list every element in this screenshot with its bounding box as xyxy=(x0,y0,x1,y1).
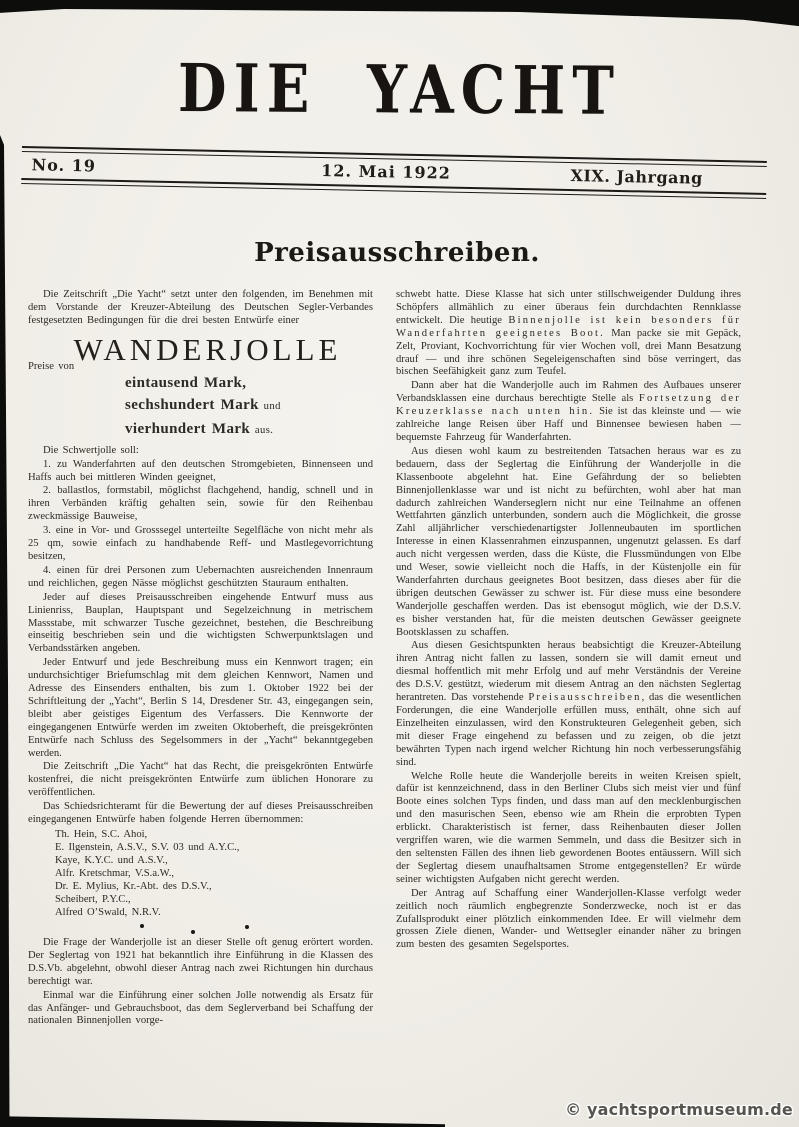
requirement-item-2 xyxy=(28,485,373,524)
prize-amounts xyxy=(125,372,373,442)
spaced-emphasis-text: Fortsetzung der Kreuzerklasse nach unten hin. xyxy=(396,393,741,418)
prize-line-third xyxy=(125,418,373,442)
jury-member-line: E. Ilgenstein, A.S.V., S.V. 03 und A.Y.C., xyxy=(55,842,240,853)
magazine-title: DIE YACHT xyxy=(177,49,622,131)
requirement-item-3 xyxy=(28,525,373,564)
text-segment: Die Schwertjolle soll: xyxy=(43,444,139,456)
text-segment: und xyxy=(258,400,281,412)
prize-announcement-block xyxy=(28,333,373,442)
paragraph xyxy=(396,640,741,769)
section-separator-asterism xyxy=(140,921,260,936)
text-segment: 1. zu Wanderfahrten auf den deutschen Stromgebieten, Binnenseen und Haffs auch bei mittleren Winden geeignet, xyxy=(28,458,373,483)
text-segment: Welche Rolle heute die Wanderjolle bereits in weiten Kreisen spielt, dafür ist kennzeichnend, dass in den Berliner Clubs sich meist vier und fünf Boote eines solchen Typs finden, und dass man auf den mecklenburgischen und den masurischen Seen, ebenso wie am Rhein die erprobten Typen erblickt. Charakteristisch ist ferner, dass Reihenbauten dieser Jollen vergriffen waren, wie die warmen Semmeln, und dass die Besitzer sich in den seltensten Fällen des ihnen lieb gewordenen Bootes entäussern. Will sich der Seglertag diesem unaufhaltsamen Strome entgegenstellen? Er würde seiner wichtigsten Aufgaben nicht gerecht werden. xyxy=(396,770,741,885)
requirement-item-4 xyxy=(28,565,373,591)
paragraph xyxy=(396,380,741,445)
paragraph xyxy=(28,445,373,458)
paragraph xyxy=(28,761,373,800)
text-segment: Einmal war die Einführung einer solchen Jolle notwendig als Ersatz für das Anfänger- und Gebrauchsboot, das dem Seglerverband bei Schaffung der nationalen Binnenjollen vorge- xyxy=(28,989,373,1027)
jury-member-line: Alfred O’Swald, N.R.V. xyxy=(55,907,161,918)
scan-border-left xyxy=(0,135,10,1127)
text-segment: Die Frage der Wanderjolle ist an dieser Stelle oft genug erörtert worden. Der Seglertag von 1921 hat bekanntlich ihre Einführung in die Klassen des D.S.Vb. abgelehnt, obwohl dieser Antrag nach zwei Richtungen hin durchaus berechtigt war. xyxy=(28,937,373,987)
text-segment: 4. einen für drei Personen zum Uebernachten ausreichenden Innenraum und reichlichen, gegen Nässe möglichst geschützten Stauraum enthalten. xyxy=(28,564,373,589)
text-segment: Man packe sie mit Gepäck, Zelt, Proviant, Kochvorrichtung für vier Wochen voll, drei Mann Besatzung drauf — und ihre schönen Segeleigenschaften sind böse verringert, das bischen Seefähigkeit ganz zum Teufel. xyxy=(396,327,741,378)
text-segment: , das die wesentlichen Forderungen, die eine Wanderjolle erfüllen muss, enthält, ohne sich auf Einzelheiten einzulassen, wird den Konstrukteuren Gelegenheit geben, sich mit dieser Frage eingehend zu befassen und zu zeigen, ob die jetzt bewährten Typen nach irgend welcher Richtung hin noch verbesserungsfähig sind. xyxy=(396,692,741,768)
paragraph xyxy=(396,888,741,953)
jury-member-line: Kaye, K.Y.C. und A.S.V., xyxy=(55,855,168,866)
asterism-dot-icon xyxy=(245,925,249,929)
jury-list xyxy=(55,828,373,919)
paragraph xyxy=(396,446,741,640)
text-segment: Der Antrag auf Schaffung einer Wanderjollen-Klasse verfolgt weder zeitlich noch räumlich engbegrenzte Sonderzwecke, noch ist er das Zufallsprodukt einer plötzlich einkommenden Idee. Er will vielmehr dem grossen Ziele dienen, Wander- und Wettsegler einander näher zu bringen zum besten des gesamten Segelsportes. xyxy=(396,887,741,951)
two-column-layout xyxy=(28,288,742,1028)
article xyxy=(28,238,742,1028)
spaced-emphasis-text: Preisausschreiben xyxy=(528,692,642,704)
paragraph xyxy=(28,657,373,760)
text-segment: schwebt hatte. Diese Klasse hat sich unter stillschweigender Duldung ihres Schöpfers allmählich zu einer überaus fein durchdachten Rennklasse entwickelt. Die heutige xyxy=(396,289,741,326)
issue-date: 12. Mai 1922 xyxy=(321,160,452,183)
spaced-emphasis-text: Binnenjolle ist kein besonders für Wanderfahrten geeignetes Boot. xyxy=(396,314,741,339)
requirement-item-1 xyxy=(28,459,373,485)
text-segment: 3. eine in Vor- und Grosssegel unterteilte Segelfläche von nicht mehr als 25 qm, sowie einfach zu handhabende Reff- und Mastlegevorrichtung besitzen, xyxy=(28,525,373,562)
scan-border-top xyxy=(0,0,799,30)
paragraph xyxy=(28,990,373,1029)
text-segment: Sie ist das kleinste und — wie zahlreiche lange Reisen über Haff und Binnensee bewiesen haben — bequemste Fahrzeug für Wanderfahrten. xyxy=(396,406,741,443)
prize-label: Preise von xyxy=(28,360,75,372)
text-segment: Aus diesen Gesichtspunkten heraus beabsichtigt die Kreuzer-Abteilung ihren Antrag nicht fallen zu lassen, sondern sie will damit erneut und diesmal hoffentlich mit mehr Erfolg und auf mehr Verständnis der Vereine des D.S.V. gestützt, wiederum mit diesem Antrag an den nächsten Seglertag herantreten. Das vorstehende xyxy=(396,640,741,704)
text-segment: Aus diesen wohl kaum zu bestreitenden Tatsachen heraus war es zu bedauern, dass der Seglertag die Einführung der Wanderjolle in die Klassenboote abgelehnt hat. Eine Gefährdung der so beliebten Binnenjollenklasse war und ist nicht zu befürchten, wohl aber hat man dadurch zahlreichen Wanderseglern nicht nur eine Teilnahme an offenen Wettfahrten gänzlich unterbunden, sondern auch die Möglichkeit, die grosse Zahl alljährlicher verschiedenartigster Jollenneubauten im sportlichen Interesse in einen Klassenrahmen einzuspannen, ungenutzt gelassen. Es darf auch nicht vergessen werden, dass die Küste, die Flussmündungen von Elbe und Weser, sowie vielleicht noch die Haffs, in der Küstenjolle ein für Wanderfahrten durchaus geeignetes Boot besitzen, dass dieses aber für die übrigen deutschen Gewässer zu schwer ist. Für diese muss eine besondere Wanderjolle geschaffen werden. Das ist ebensogut möglich, wie der D.S.V. es bisher verstanden hat, für die meisten deutschen Gewässer geeignete Bootsklassen zu schaffen. xyxy=(396,445,741,638)
text-segment: vierhundert Mark xyxy=(125,420,251,437)
prize-line-first xyxy=(125,372,373,394)
issue-header-bar xyxy=(21,146,767,199)
masthead xyxy=(0,49,799,131)
jury-member-line: Th. Hein, S.C. Ahoi, xyxy=(55,829,148,840)
paragraph xyxy=(28,592,373,657)
jury-member-line: Scheibert, P.Y.C., xyxy=(55,894,131,905)
jury-member-line: Alfr. Kretschmar, V.S.a.W., xyxy=(55,868,175,879)
paragraph xyxy=(396,289,741,379)
jury-member-line: Dr. E. Mylius, Kr.-Abt. des D.S.V., xyxy=(55,881,212,892)
text-segment: 2. ballastlos, formstabil, möglichst flachgehend, handig, schnell und in ihren Verbänden kräftig gehalten sein, sowie für den Reihenbau zweckmässige Bauweise, xyxy=(28,485,373,523)
issue-number: No. 19 xyxy=(31,155,97,176)
text-segment: aus. xyxy=(250,424,274,436)
text-segment: Das Schiedsrichteramt für die Bewertung der auf dieses Preisausschreiben eingegangenen Entwürfe haben folgende Herren übernommen: xyxy=(28,801,373,826)
prize-line-second xyxy=(125,394,373,418)
text-segment: Jeder auf dieses Preisausschreiben eingehende Entwurf muss aus Linienriss, Bauplan, Hauptspant und Segelzeichnung in metrischem Massstabe, mit schwarzer Tusche gezeichnet, bestehen, die Beschreibung einseitig beschrieben sein und die wichtigsten Schwerpunktslagen und Verbandsstärken angeben. xyxy=(28,591,373,655)
text-segment: eintausend Mark, xyxy=(125,374,247,391)
paragraph xyxy=(28,937,373,989)
text-segment: Jeder Entwurf und jede Beschreibung muss ein Kennwort tragen; ein undurchsichtiger Briefumschlag mit dem gleichen Kennwort, Namen und Adresse des Einsenders enthalten, bis zum 1. Oktober 1922 bei der Schriftleitung der „Yacht“, Berlin S 14, Dresdener Str. 43, eingegangen sein, bleibt aber geistiges Eigentum des Verfassers. Die Kennworte der eingegangenen Entwürfe werden im zweiten Oktoberheft, die preisgekrönten Entwürfe nach Schluss des Segelsommers in der „Yacht“ bekanntgegeben werden. xyxy=(28,657,373,759)
text-segment: Die Zeitschrift „Die Yacht“ setzt unter den folgenden, im Benehmen mit dem Vorstande der Kreuzer-Abteilung des Deutschen Segler-Verbandes festgesetzten Bedingungen für die drei besten Entwürfe einer xyxy=(28,289,373,326)
paragraph xyxy=(28,289,373,328)
paragraph xyxy=(28,801,373,827)
text-segment: Dann aber hat die Wanderjolle auch im Rahmen des Aufbaues unserer Verbandsklassen eine durchaus berechtigte Stelle als xyxy=(396,380,741,405)
asterism-dot-icon xyxy=(191,930,195,934)
text-segment: Die Zeitschrift „Die Yacht“ hat das Recht, die preisgekrönten Entwürfe kostenfrei, die nicht preisgekrönten Entwürfe zum üblichen Honorare zu veröffentlichen. xyxy=(28,761,373,799)
wanderjolle-heading: WANDERJOLLE xyxy=(73,331,342,367)
column-right xyxy=(396,288,741,1028)
watermark: © yachtsportmuseum.de xyxy=(565,1100,793,1119)
asterism-dot-icon xyxy=(140,924,144,928)
column-left xyxy=(28,288,373,1028)
text-segment: sechshundert Mark xyxy=(125,396,259,413)
article-title: Preisausschreiben. xyxy=(254,238,540,268)
volume-label: XIX. Jahrgang xyxy=(570,165,704,188)
paragraph xyxy=(396,771,741,887)
scan-border-bottom xyxy=(0,1112,445,1127)
